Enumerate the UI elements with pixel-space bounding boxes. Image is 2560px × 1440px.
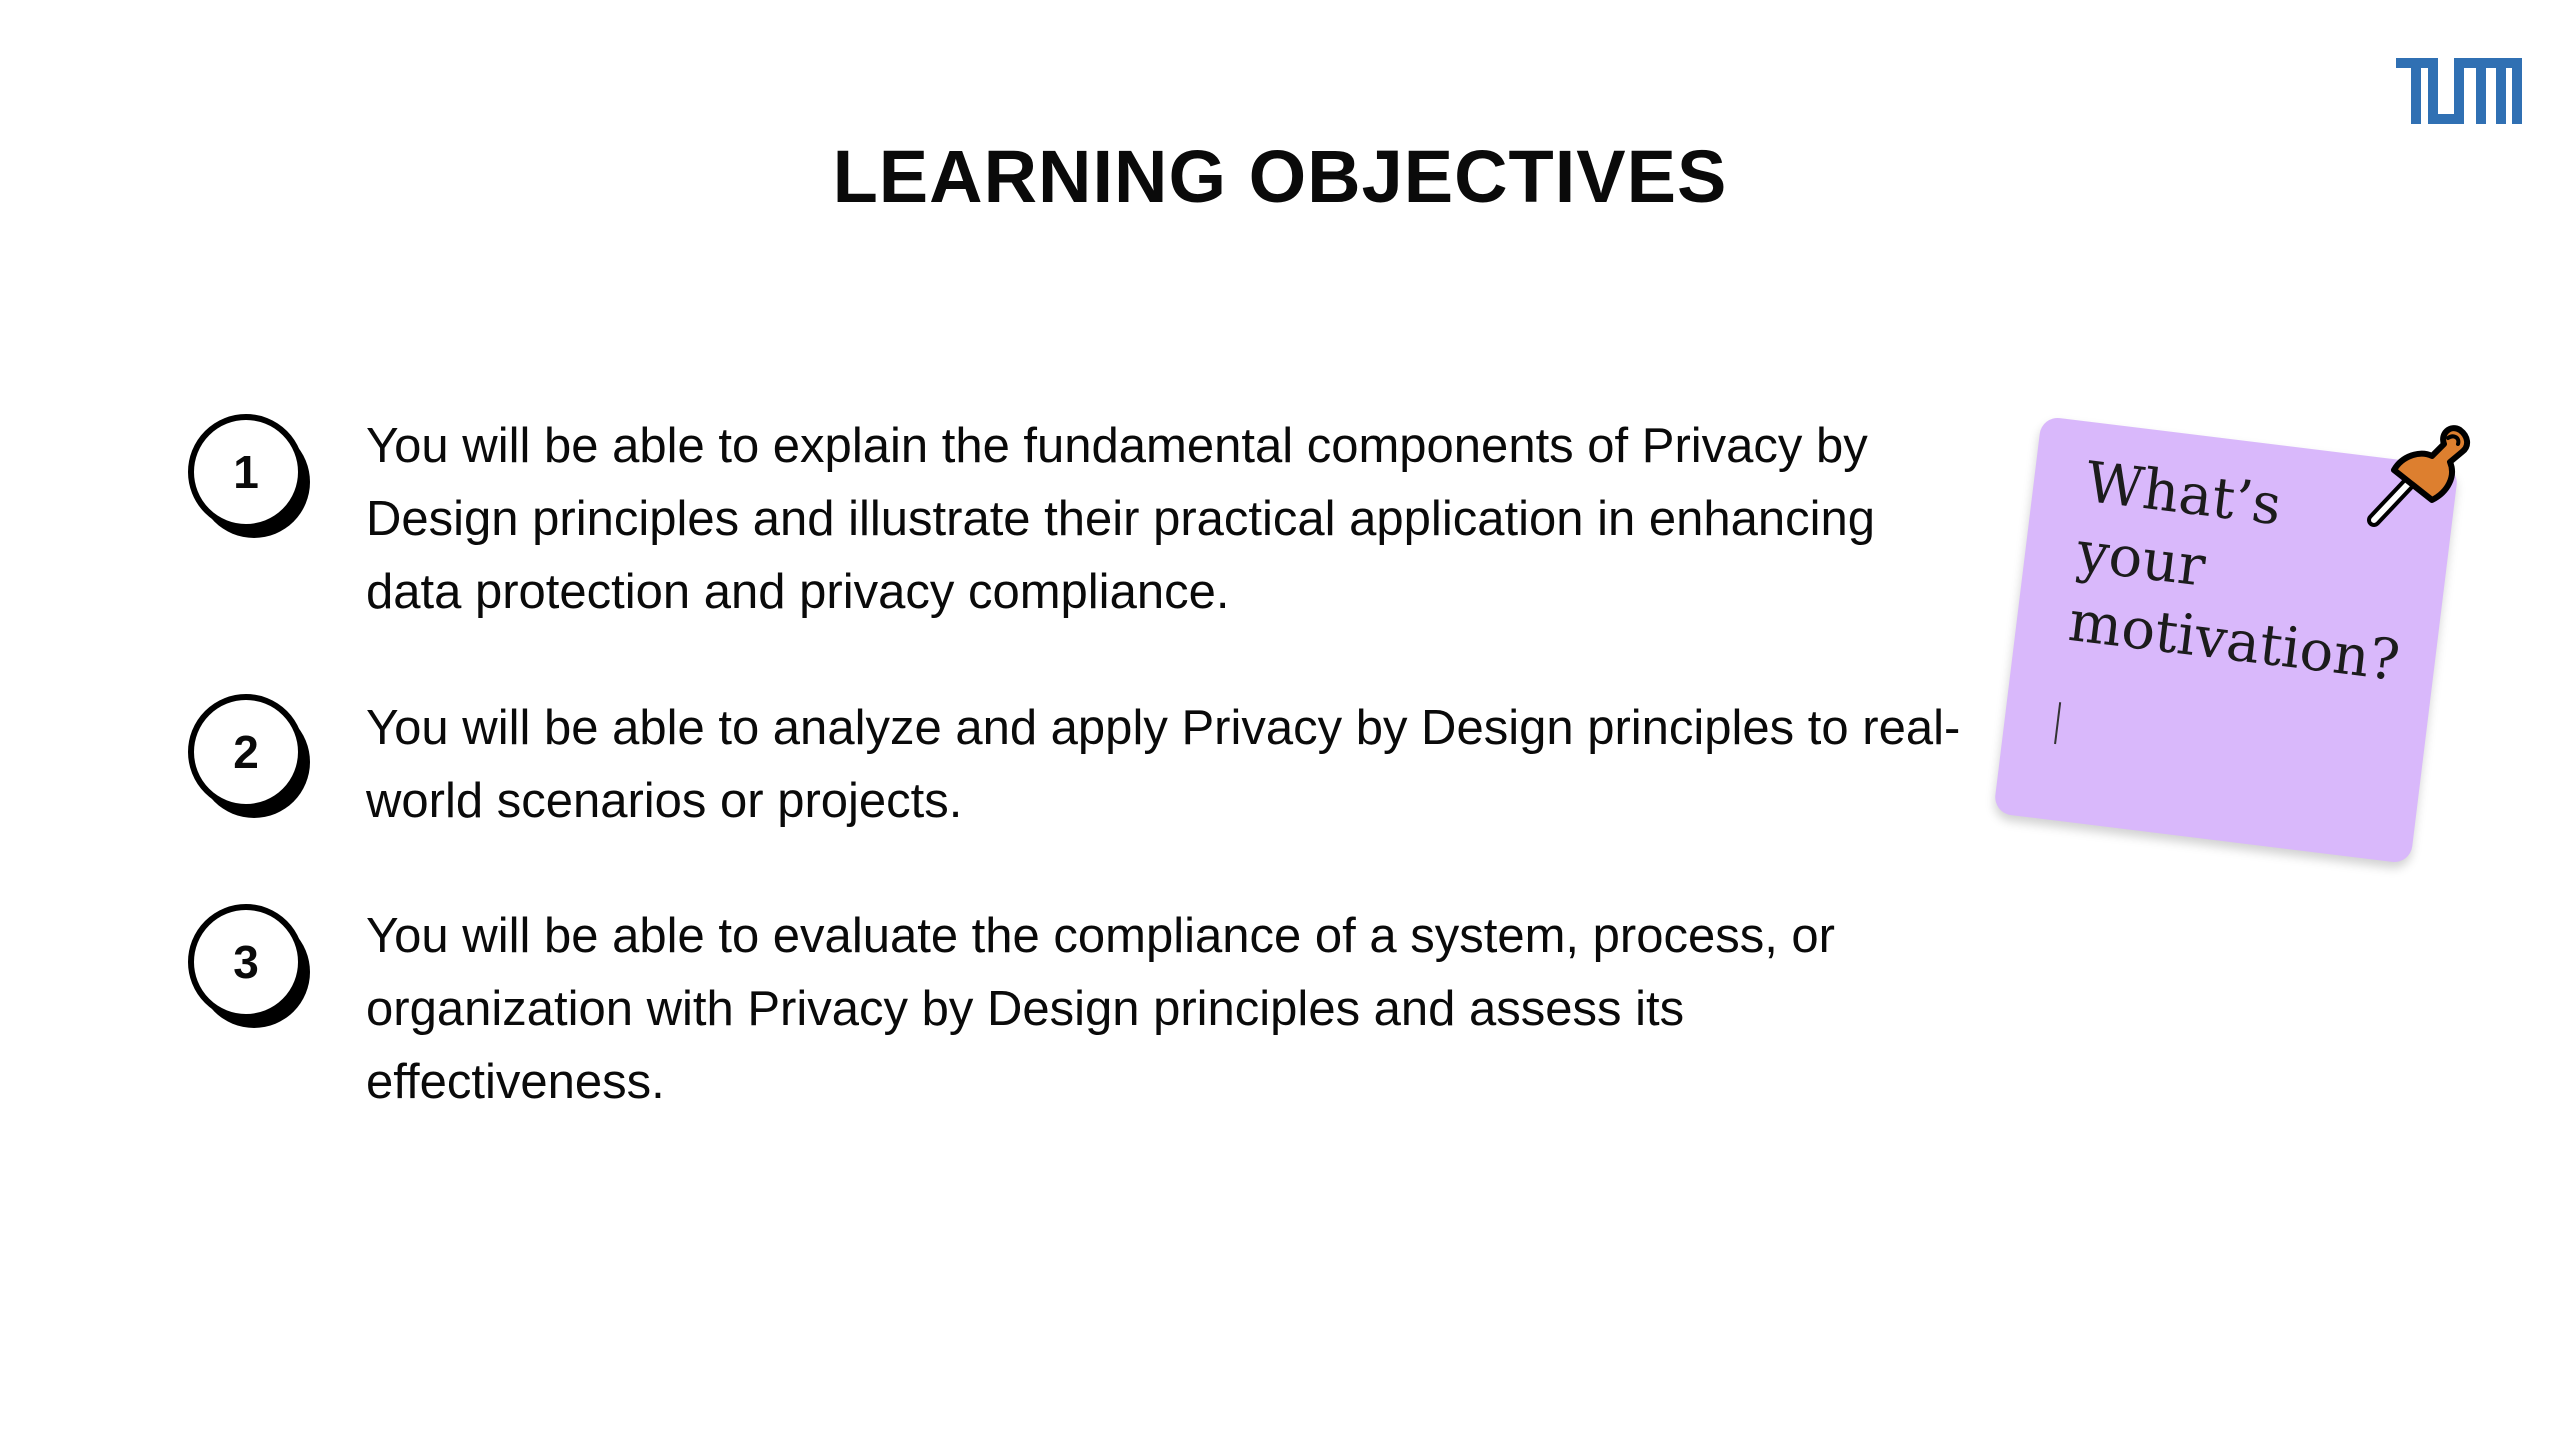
number-label: 1: [188, 414, 304, 530]
tum-logo: [2396, 58, 2522, 124]
pushpin-icon: [2364, 420, 2474, 530]
number-badge: [188, 904, 304, 1020]
objective-text: You will be able to explain the fundamental components of Privacy by Design principles and illustrate their practical application in enhancing data protection and privacy compliance.: [366, 419, 1875, 619]
number-label: 3: [188, 904, 304, 1020]
objective-item-3: [0, 900, 2000, 1130]
number-label: 2: [188, 694, 304, 810]
number-badge: [188, 694, 304, 810]
sticky-note-text[interactable]: What’s your motivation?: [2065, 450, 2404, 695]
objective-item-1: [0, 410, 2000, 640]
number-badge: [188, 414, 304, 530]
objective-text: You will be able to analyze and apply Privacy by Design principles to real-world scenarios or projects.: [366, 701, 1961, 828]
objective-item-2: [0, 692, 2000, 922]
objective-text: You will be able to evaluate the compliance of a system, process, or organization with Privacy by Design principles and assess its effectiveness.: [366, 909, 1835, 1109]
page-title: LEARNING OBJECTIVES: [832, 135, 1728, 218]
